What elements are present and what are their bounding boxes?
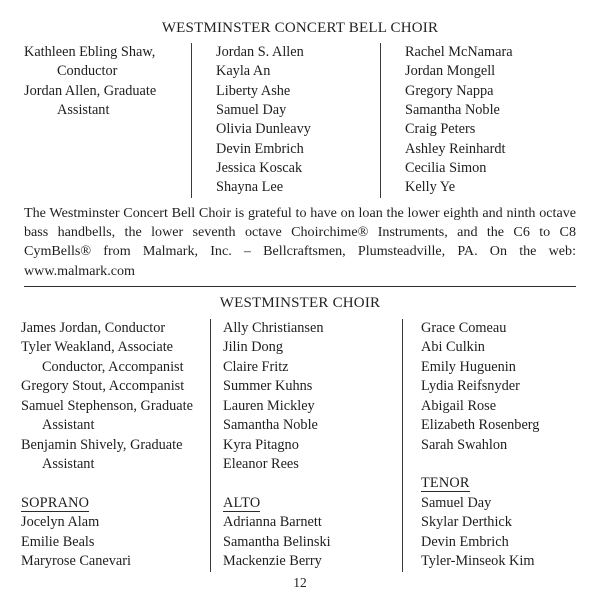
roster-line: Ally Christiansen xyxy=(223,319,324,336)
loan-acknowledgment-paragraph: The Westminster Concert Bell Choir is grateful to have on loan the lower eighth and ninth octave bass handbells, the lower seventh octave Choirchime® Instruments, and the C6 to C8 CymBells® from Malmark, Inc. – Bellcraftsmen, Plumsteadville, PA. On the web: www.malmark.com xyxy=(24,204,576,279)
roster-line: James Jordan, Conductor xyxy=(21,319,166,336)
westminster-choir-title: WESTMINSTER CHOIR xyxy=(219,294,381,311)
roster-line: Tyler Weakland, Associate xyxy=(21,339,174,356)
roster-line: Gregory Stout, Accompanist xyxy=(21,378,185,395)
roster-line: Skylar Derthick xyxy=(421,514,512,531)
roster-line: Abi Culkin xyxy=(421,339,485,356)
blank-line xyxy=(21,474,210,493)
roster-line: Samuel Day xyxy=(421,494,492,511)
bell-choir-staff-column xyxy=(24,43,191,198)
roster-line: Jilin Dong xyxy=(223,339,283,356)
roster-line: Liberty Ashe xyxy=(216,82,291,99)
roster-line: Conductor, Accompanist xyxy=(42,358,184,375)
roster-line: Lydia Reifsnyder xyxy=(421,378,520,395)
roster-line: Conductor xyxy=(57,63,118,80)
roster-line: Jordan Mongell xyxy=(405,63,496,80)
roster-line: Maryrose Canevari xyxy=(21,553,131,570)
roster-line: Jessica Koscak xyxy=(216,160,303,177)
roster-line: Cecilia Simon xyxy=(405,160,487,177)
roster-line: Olivia Dunleavy xyxy=(216,121,311,138)
roster-line: Kayla An xyxy=(216,63,271,80)
bell-choir-roster xyxy=(24,43,576,198)
roster-line: Shayna Lee xyxy=(216,179,284,196)
voice-part-heading: ALTO xyxy=(223,494,261,511)
roster-line: Tyler-Minseok Kim xyxy=(421,553,535,570)
bell-choir-title: WESTMINSTER CONCERT BELL CHOIR xyxy=(161,20,439,36)
roster-line: Samuel Stephenson, Graduate xyxy=(21,397,193,414)
roster-line: Kyra Pitagno xyxy=(223,436,299,453)
bell-choir-members-column-2 xyxy=(380,43,576,198)
roster-line: Jordan Allen, Graduate xyxy=(24,82,157,99)
blank-line xyxy=(223,474,402,493)
roster-line: Samantha Noble xyxy=(223,417,318,434)
roster-line: Mackenzie Berry xyxy=(223,553,322,570)
roster-line: Summer Kuhns xyxy=(223,378,313,395)
roster-line: Ashley Reinhardt xyxy=(405,140,506,157)
roster-line: Kathleen Ebling Shaw, xyxy=(24,44,156,60)
westminster-choir-roster xyxy=(21,319,580,572)
choir-staff-soprano-column xyxy=(21,319,210,572)
roster-line: Grace Comeau xyxy=(421,319,507,336)
roster-line: Emilie Beals xyxy=(21,533,95,550)
roster-line: Samantha Belinski xyxy=(223,533,331,550)
roster-line: Sarah Swahlon xyxy=(421,436,508,453)
roster-line: Kelly Ye xyxy=(405,179,456,196)
bell-choir-members-column-1 xyxy=(191,43,380,198)
section-divider-rule xyxy=(24,286,576,287)
roster-line: Lauren Mickley xyxy=(223,397,315,414)
roster-line: Abigail Rose xyxy=(421,397,497,414)
voice-part-heading: SOPRANO xyxy=(21,494,90,511)
roster-line: Gregory Nappa xyxy=(405,82,494,99)
roster-line: Assistant xyxy=(57,102,110,119)
roster-line: Craig Peters xyxy=(405,121,476,138)
roster-line: Samantha Noble xyxy=(405,102,500,119)
roster-line: Jocelyn Alam xyxy=(21,514,100,531)
roster-line: Eleanor Rees xyxy=(223,456,299,472)
roster-line: Claire Fritz xyxy=(223,358,289,375)
roster-line: Devin Embrich xyxy=(216,140,304,157)
roster-line: Assistant xyxy=(42,417,95,434)
voice-part-heading: TENOR xyxy=(421,475,470,492)
roster-line: Jordan S. Allen xyxy=(216,44,304,60)
choir-members-tenor-column xyxy=(402,319,580,572)
choir-members-alto-column xyxy=(210,319,402,572)
roster-line: Devin Embrich xyxy=(421,533,509,550)
roster-line: Elizabeth Rosenberg xyxy=(421,417,540,434)
roster-line: Benjamin Shively, Graduate xyxy=(21,436,183,453)
roster-line: Samuel Day xyxy=(216,102,287,119)
page-number: 12 xyxy=(293,574,307,590)
blank-line xyxy=(421,455,580,474)
roster-line: Adrianna Barnett xyxy=(223,514,322,531)
roster-line: Assistant xyxy=(42,456,95,472)
roster-line: Emily Huguenin xyxy=(421,358,516,375)
roster-line: Rachel McNamara xyxy=(405,44,513,60)
